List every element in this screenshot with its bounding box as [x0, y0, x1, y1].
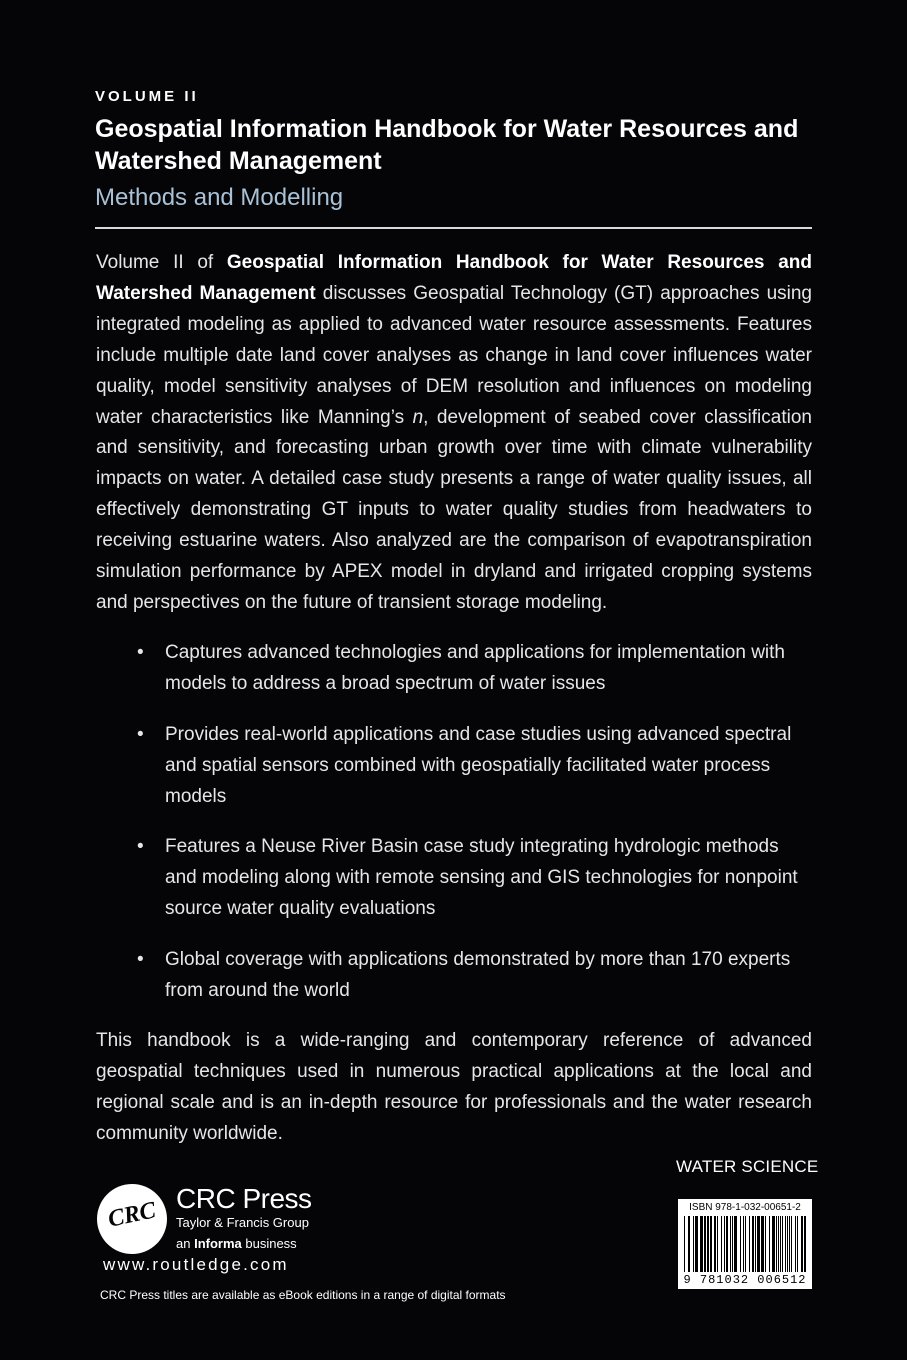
intro-text-2: , development of seabed cover classification and sensitivity, and forecasting urban growth over time with climate vulnerability impacts on water. A detailed case study presents a range of water quality issues, all effectively demonstrating GT inputs to water quality studies from headwaters to receiving estuarine waters. Also analyzed are the comparison of evapotranspiration simulation performance by APEX model in dryland and irrigated cropping systems and perspectives on the future of transient storage modeling.	[96, 406, 812, 613]
barcode-bar	[765, 1216, 766, 1272]
barcode-bar	[730, 1216, 731, 1272]
barcode-bar	[695, 1216, 698, 1272]
barcode-bar	[724, 1216, 725, 1272]
barcode-bar	[755, 1216, 756, 1272]
intro-text-1: discusses Geospatial Technology (GT) approaches using integrated modeling as applied to advanced water resource assessments. Features include multiple date land cover analyses as change in land cover influences water quality, model sensitivity analyses of DEM resolution and influences on modeling water characteristics like Manning’s	[96, 282, 812, 428]
barcode-bar	[776, 1216, 777, 1272]
barcode-bar	[743, 1216, 744, 1272]
barcode-bar	[684, 1216, 685, 1272]
barcode-bar	[778, 1216, 779, 1272]
informa-bold: Informa	[194, 1236, 242, 1251]
barcode-bar	[785, 1216, 786, 1272]
barcode-bar	[749, 1216, 750, 1272]
list-item	[96, 637, 812, 699]
barcode-bar	[704, 1216, 706, 1272]
barcode-bar	[714, 1216, 716, 1272]
barcode-bar	[740, 1216, 741, 1272]
informa-line	[176, 1236, 297, 1251]
barcode-bar	[797, 1216, 798, 1272]
barcode-bar	[710, 1216, 712, 1272]
header-rule	[95, 227, 812, 229]
list-item-text: Captures advanced technologies and applications for implementation with models to address a broad spectrum of water issues	[165, 642, 785, 694]
barcode-bar	[782, 1216, 783, 1272]
barcode-bar	[791, 1216, 792, 1272]
bullet-icon: •	[137, 836, 144, 857]
publisher-name: CRC Press	[176, 1183, 312, 1214]
barcode-bar	[752, 1216, 754, 1272]
barcode-bar	[761, 1216, 764, 1272]
feature-list	[96, 637, 812, 1025]
barcode-bar	[769, 1216, 770, 1272]
barcode-bar	[693, 1216, 694, 1272]
barcode-digits: 9 781032 006512	[683, 1273, 807, 1287]
series-label: WATER SCIENCE	[676, 1157, 819, 1176]
intro-italic-n: n	[412, 406, 424, 428]
list-item	[96, 719, 812, 812]
bullet-icon: •	[137, 723, 144, 745]
list-item	[96, 944, 812, 1006]
list-item-text: Global coverage with applications demonstrated by more than 170 experts from around the world	[165, 948, 791, 1001]
informa-suffix: business	[241, 1236, 297, 1251]
barcode-bar	[780, 1216, 781, 1272]
isbn-text: ISBN 978-1-032-00651-2	[689, 1202, 801, 1213]
ebook-note: CRC Press titles are available as eBook editions in a range of digital formats	[100, 1288, 506, 1302]
intro-paragraph	[96, 248, 812, 619]
outro-paragraph: This handbook is a wide-ranging and contemporary reference of advanced geospatial techniques used in numerous practical applications at the local and regional scale and is an in-depth resource for professionals and the water research community worldwide.	[96, 1030, 812, 1144]
list-item-text: Provides real-world applications and case studies using advanced spectral and spatial sensors combined with geospatially facilitated water process models	[165, 723, 792, 807]
barcode-box	[678, 1199, 812, 1289]
barcode-bar	[688, 1216, 690, 1272]
barcode-bar	[732, 1216, 733, 1272]
intro-bold-title: Geospatial Information Handbook for Water Resources and Watershed Management	[96, 252, 812, 304]
crc-logo-text: CRC	[105, 1197, 159, 1233]
list-item	[96, 831, 812, 924]
barcode-bar	[772, 1216, 775, 1272]
volume-label: VOLUME II	[95, 88, 199, 105]
barcode-bar	[726, 1216, 728, 1272]
barcode-bar	[795, 1216, 796, 1272]
publisher-group: Taylor & Francis Group	[176, 1215, 309, 1230]
barcode-bar	[707, 1216, 709, 1272]
book-title: Geospatial Information Handbook for Water Resources and Watershed Management	[95, 115, 799, 175]
crc-logo-icon	[97, 1184, 167, 1254]
publisher-website-link[interactable]: www.routledge.com	[103, 1255, 289, 1274]
barcode-bar	[700, 1216, 703, 1272]
informa-prefix: an	[176, 1236, 195, 1251]
barcode-bar	[734, 1216, 737, 1272]
barcode-bar	[721, 1216, 722, 1272]
bullet-icon: •	[137, 948, 144, 970]
list-item-text: Features a Neuse River Basin case study integrating hydrologic methods and modeling along with remote sensing and GIS technologies for nonpoint source water quality evaluations	[165, 836, 798, 919]
barcode-bars-icon	[684, 1216, 806, 1272]
intro-prefix: Volume II of	[96, 252, 227, 273]
bullet-icon: •	[137, 642, 144, 663]
barcode-bar	[787, 1216, 788, 1272]
barcode-bar	[757, 1216, 760, 1272]
barcode-bar	[789, 1216, 790, 1272]
barcode-bar	[804, 1216, 806, 1272]
barcode-bar	[801, 1216, 803, 1272]
book-subtitle: Methods and Modelling	[95, 184, 344, 211]
barcode-bar	[745, 1216, 746, 1272]
barcode-bar	[717, 1216, 718, 1272]
